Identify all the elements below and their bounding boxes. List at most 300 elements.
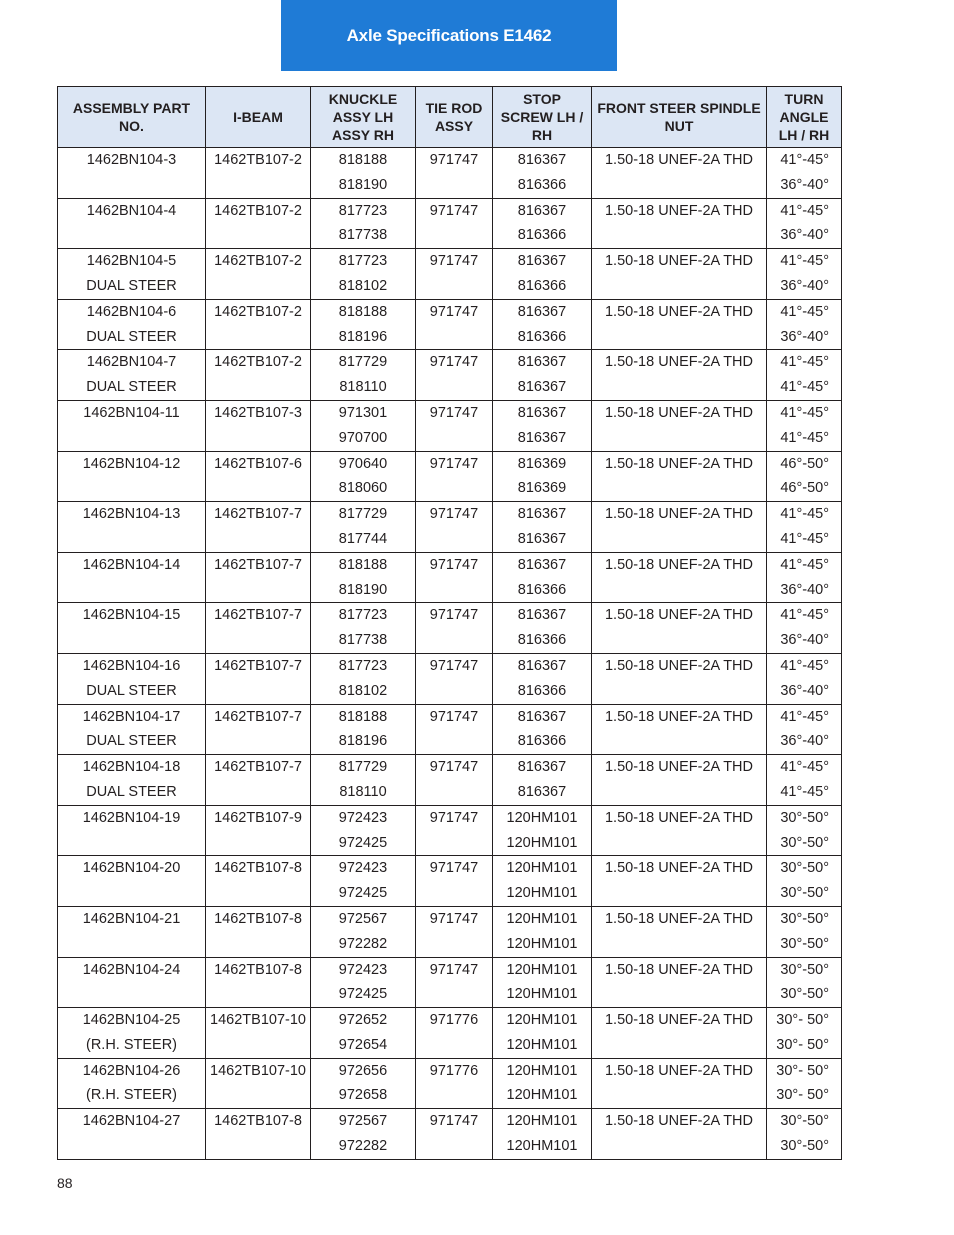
cell-line: 30°-50° — [780, 961, 829, 978]
cell-line: 818196 — [338, 733, 388, 750]
cell-knuckle-assy — [311, 856, 416, 907]
cell-line — [416, 527, 492, 552]
cell-line — [206, 831, 310, 856]
cell-i-beam — [206, 249, 311, 300]
cell-line: 30°-50° — [780, 1113, 829, 1130]
cell-line: 1462BN104-14 — [82, 556, 181, 573]
cell-line — [416, 679, 492, 704]
cell-i-beam — [206, 805, 311, 856]
cell-line: 971747 — [429, 860, 479, 877]
cell-line: 817723 — [338, 202, 388, 219]
cell-line: 1462BN104-19 — [82, 809, 181, 826]
cell-line: 818060 — [338, 480, 388, 497]
cell-line — [206, 476, 310, 501]
cell-line: 971747 — [429, 455, 479, 472]
cell-line — [206, 578, 310, 603]
cell-line: 971747 — [429, 253, 479, 270]
cell-line: 816366 — [517, 632, 567, 649]
table-row — [58, 957, 842, 1008]
cell-line: 41°-45° — [780, 202, 829, 219]
cell-line: 41°-45° — [780, 303, 829, 320]
cell-spindle-nut — [592, 906, 767, 957]
cell-line: 1462TB107-7 — [214, 556, 302, 573]
cell-line: 1462BN104-7 — [86, 354, 177, 371]
page-number: 88 — [57, 1175, 73, 1191]
cell-tie-rod-assy — [416, 856, 493, 907]
cell-line: 120HM101 — [506, 834, 578, 851]
cell-tie-rod-assy — [416, 249, 493, 300]
cell-line — [416, 932, 492, 957]
cell-line: 120HM101 — [506, 961, 578, 978]
cell-line: 1462BN104-5 — [86, 253, 177, 270]
cell-line — [416, 780, 492, 805]
col-header-stop-screw: STOP SCREW LH / RH — [493, 87, 592, 148]
cell-spindle-nut — [592, 350, 767, 401]
cell-line: 816366 — [517, 328, 567, 345]
cell-line: 1.50-18 UNEF-2A THD — [604, 657, 753, 674]
cell-line — [206, 325, 310, 350]
cell-line: 41°-45° — [780, 429, 829, 446]
cell-line: 1462BN104-24 — [82, 961, 181, 978]
table-body — [58, 148, 842, 1160]
cell-line — [416, 375, 492, 400]
cell-stop-screw — [493, 299, 592, 350]
cell-line: 1.50-18 UNEF-2A THD — [604, 354, 753, 371]
cell-line: 972658 — [338, 1087, 388, 1104]
cell-line: 816367 — [517, 354, 567, 371]
cell-line: 1.50-18 UNEF-2A THD — [604, 1113, 753, 1130]
cell-line: 1.50-18 UNEF-2A THD — [604, 607, 753, 624]
cell-line — [592, 1033, 766, 1058]
cell-line: 30°-50° — [780, 910, 829, 927]
cell-line: 971747 — [429, 404, 479, 421]
cell-i-beam — [206, 148, 311, 199]
cell-line: 972423 — [338, 860, 388, 877]
cell-line: 1.50-18 UNEF-2A THD — [604, 961, 753, 978]
cell-line — [592, 628, 766, 653]
cell-line: 970640 — [338, 455, 388, 472]
cell-line — [58, 223, 205, 248]
cell-line: 818188 — [338, 708, 388, 725]
cell-spindle-nut — [592, 805, 767, 856]
cell-line: 971747 — [429, 809, 479, 826]
cell-line: 46°-50° — [780, 480, 829, 497]
cell-line: 1462TB107-2 — [214, 202, 302, 219]
cell-line: 1462TB107-10 — [210, 1012, 306, 1029]
cell-line: 972282 — [338, 935, 388, 952]
table-row — [58, 249, 842, 300]
cell-line — [206, 527, 310, 552]
table-row — [58, 1008, 842, 1059]
cell-line: 816367 — [517, 783, 567, 800]
cell-turn-angle — [767, 552, 842, 603]
cell-stop-screw — [493, 603, 592, 654]
cell-line: 30°-50° — [780, 1138, 829, 1155]
cell-line: 816367 — [517, 253, 567, 270]
cell-line — [592, 1083, 766, 1108]
cell-line: 818102 — [338, 277, 388, 294]
cell-line: 970700 — [338, 429, 388, 446]
cell-turn-angle — [767, 704, 842, 755]
cell-line: 36°-40° — [780, 581, 829, 598]
cell-line — [592, 578, 766, 603]
cell-assembly-part-no — [58, 805, 206, 856]
cell-i-beam — [206, 906, 311, 957]
cell-line: 1.50-18 UNEF-2A THD — [604, 202, 753, 219]
cell-line — [416, 173, 492, 198]
cell-line: 120HM101 — [506, 935, 578, 952]
cell-line: 1462TB107-8 — [214, 860, 302, 877]
cell-knuckle-assy — [311, 502, 416, 553]
cell-line — [592, 679, 766, 704]
cell-tie-rod-assy — [416, 502, 493, 553]
cell-stop-screw — [493, 1008, 592, 1059]
cell-line: 971747 — [429, 1113, 479, 1130]
cell-line: 971747 — [429, 303, 479, 320]
cell-line: 36°-40° — [780, 227, 829, 244]
cell-line: 1462TB107-2 — [214, 303, 302, 320]
cell-line: 1.50-18 UNEF-2A THD — [604, 708, 753, 725]
cell-line: 972425 — [338, 885, 388, 902]
cell-spindle-nut — [592, 148, 767, 199]
cell-line — [592, 932, 766, 957]
cell-line: 41°-45° — [780, 506, 829, 523]
cell-line — [416, 426, 492, 451]
cell-line: 972567 — [338, 1113, 388, 1130]
cell-line — [206, 223, 310, 248]
cell-line: 120HM101 — [506, 1062, 578, 1079]
cell-turn-angle — [767, 755, 842, 806]
cell-line: 816367 — [517, 303, 567, 320]
cell-line: 817744 — [338, 530, 388, 547]
cell-line — [416, 831, 492, 856]
cell-line: 1.50-18 UNEF-2A THD — [604, 1062, 753, 1079]
cell-line: 816367 — [517, 429, 567, 446]
cell-line: 1.50-18 UNEF-2A THD — [604, 303, 753, 320]
cell-line: 1462TB107-8 — [214, 910, 302, 927]
cell-line: 971747 — [429, 961, 479, 978]
cell-spindle-nut — [592, 249, 767, 300]
cell-line: 41°-45° — [780, 404, 829, 421]
cell-line: 972656 — [338, 1062, 388, 1079]
cell-line — [592, 831, 766, 856]
cell-line — [206, 1134, 310, 1159]
cell-line: 30°- 50° — [776, 1062, 829, 1079]
cell-line: 41°-45° — [780, 759, 829, 776]
table-row — [58, 1058, 842, 1109]
cell-line: 1462TB107-7 — [214, 759, 302, 776]
cell-line: 818102 — [338, 682, 388, 699]
cell-assembly-part-no — [58, 755, 206, 806]
cell-assembly-part-no — [58, 1109, 206, 1160]
cell-line: 1.50-18 UNEF-2A THD — [604, 910, 753, 927]
cell-line: 1462BN104-21 — [82, 910, 181, 927]
cell-tie-rod-assy — [416, 653, 493, 704]
cell-i-beam — [206, 856, 311, 907]
cell-line: 817723 — [338, 607, 388, 624]
cell-spindle-nut — [592, 299, 767, 350]
cell-turn-angle — [767, 148, 842, 199]
table-row — [58, 299, 842, 350]
cell-line: 818190 — [338, 176, 388, 193]
cell-spindle-nut — [592, 552, 767, 603]
cell-i-beam — [206, 451, 311, 502]
cell-turn-angle — [767, 603, 842, 654]
cell-line: 30°-50° — [780, 834, 829, 851]
cell-line: 816366 — [517, 277, 567, 294]
cell-knuckle-assy — [311, 451, 416, 502]
cell-line: 818110 — [339, 379, 387, 396]
cell-spindle-nut — [592, 502, 767, 553]
cell-line — [416, 274, 492, 299]
cell-line: 30°-50° — [780, 935, 829, 952]
cell-i-beam — [206, 198, 311, 249]
cell-line: 972652 — [338, 1012, 388, 1029]
cell-line: 120HM101 — [506, 986, 578, 1003]
cell-line: 30°-50° — [780, 986, 829, 1003]
cell-line — [58, 881, 205, 906]
cell-line: 818188 — [338, 556, 388, 573]
cell-i-beam — [206, 653, 311, 704]
table-row — [58, 856, 842, 907]
cell-knuckle-assy — [311, 755, 416, 806]
cell-line — [416, 729, 492, 754]
cell-spindle-nut — [592, 1008, 767, 1059]
cell-line: 41°-45° — [780, 379, 829, 396]
cell-line: 971747 — [429, 708, 479, 725]
cell-turn-angle — [767, 1008, 842, 1059]
cell-line — [592, 476, 766, 501]
cell-line: 120HM101 — [506, 809, 578, 826]
cell-line: 818188 — [338, 152, 388, 168]
cell-line: 971747 — [429, 506, 479, 523]
cell-turn-angle — [767, 299, 842, 350]
cell-line — [58, 932, 205, 957]
cell-line: 971301 — [338, 404, 388, 421]
cell-line: 1462BN104-26 — [82, 1062, 181, 1079]
cell-i-beam — [206, 603, 311, 654]
cell-line: 816367 — [517, 708, 567, 725]
cell-line: 817738 — [338, 632, 388, 649]
col-header-knuckle-assy: KNUCKLE ASSY LH ASSY RH — [311, 87, 416, 148]
cell-line: 41°-45° — [780, 530, 829, 547]
cell-line — [58, 476, 205, 501]
cell-turn-angle — [767, 350, 842, 401]
cell-line: 1.50-18 UNEF-2A THD — [604, 759, 753, 776]
cell-stop-screw — [493, 1109, 592, 1160]
cell-line: DUAL STEER — [86, 783, 177, 800]
cell-assembly-part-no — [58, 856, 206, 907]
cell-line — [206, 1083, 310, 1108]
cell-stop-screw — [493, 1058, 592, 1109]
cell-line: 1462TB107-10 — [210, 1062, 306, 1079]
cell-line: 816367 — [517, 379, 567, 396]
cell-line: 120HM101 — [506, 1036, 578, 1053]
cell-line — [416, 982, 492, 1007]
cell-line — [58, 426, 205, 451]
cell-line: 36°-40° — [780, 328, 829, 345]
cell-line: 972654 — [338, 1036, 388, 1053]
cell-i-beam — [206, 350, 311, 401]
cell-turn-angle — [767, 451, 842, 502]
cell-line — [592, 780, 766, 805]
cell-line — [592, 426, 766, 451]
cell-line: 41°-45° — [780, 152, 829, 168]
cell-line: 816367 — [517, 657, 567, 674]
cell-i-beam — [206, 1058, 311, 1109]
cell-i-beam — [206, 502, 311, 553]
cell-line — [592, 375, 766, 400]
cell-line — [416, 1033, 492, 1058]
cell-i-beam — [206, 957, 311, 1008]
cell-line: 972423 — [338, 809, 388, 826]
cell-line — [206, 729, 310, 754]
cell-line — [206, 982, 310, 1007]
cell-line: 816367 — [517, 556, 567, 573]
cell-line: 120HM101 — [506, 1012, 578, 1029]
col-header-assembly-part-no: ASSEMBLY PART NO. — [58, 87, 206, 148]
cell-line: 1462TB107-7 — [214, 506, 302, 523]
cell-stop-screw — [493, 148, 592, 199]
cell-line — [206, 375, 310, 400]
cell-stop-screw — [493, 400, 592, 451]
cell-tie-rod-assy — [416, 1008, 493, 1059]
cell-turn-angle — [767, 1109, 842, 1160]
cell-line: 1462TB107-3 — [214, 404, 302, 421]
cell-line: 971747 — [429, 607, 479, 624]
cell-tie-rod-assy — [416, 1058, 493, 1109]
cell-line: 1462TB107-7 — [214, 708, 302, 725]
cell-line: 817723 — [338, 657, 388, 674]
cell-line: 1.50-18 UNEF-2A THD — [604, 152, 753, 168]
title-banner — [281, 0, 617, 71]
table-row — [58, 805, 842, 856]
cell-line: 817729 — [338, 354, 388, 371]
cell-line: 972425 — [338, 986, 388, 1003]
cell-line: DUAL STEER — [86, 328, 177, 345]
cell-knuckle-assy — [311, 704, 416, 755]
cell-tie-rod-assy — [416, 350, 493, 401]
cell-i-beam — [206, 299, 311, 350]
cell-line: 1.50-18 UNEF-2A THD — [604, 404, 753, 421]
cell-line: 972567 — [338, 910, 388, 927]
cell-assembly-part-no — [58, 552, 206, 603]
cell-i-beam — [206, 552, 311, 603]
cell-line — [416, 881, 492, 906]
col-header-front-steer-spindle-nut: FRONT STEER SPINDLE NUT — [592, 87, 767, 148]
cell-spindle-nut — [592, 755, 767, 806]
table-row — [58, 350, 842, 401]
cell-knuckle-assy — [311, 299, 416, 350]
cell-line: 1462TB107-2 — [214, 253, 302, 270]
cell-turn-angle — [767, 249, 842, 300]
page-title: Axle Specifications E1462 — [346, 25, 552, 45]
cell-tie-rod-assy — [416, 451, 493, 502]
cell-stop-screw — [493, 957, 592, 1008]
cell-line: 816369 — [517, 480, 567, 497]
cell-turn-angle — [767, 856, 842, 907]
cell-knuckle-assy — [311, 653, 416, 704]
cell-line — [592, 1134, 766, 1159]
cell-knuckle-assy — [311, 1109, 416, 1160]
cell-assembly-part-no — [58, 148, 206, 199]
cell-spindle-nut — [592, 957, 767, 1008]
col-header-tie-rod-assy: TIE ROD ASSY — [416, 87, 493, 148]
cell-knuckle-assy — [311, 603, 416, 654]
cell-line: 816369 — [517, 455, 567, 472]
cell-line: 120HM101 — [506, 1113, 578, 1130]
cell-line: 816366 — [517, 581, 567, 598]
cell-line — [58, 173, 205, 198]
cell-knuckle-assy — [311, 350, 416, 401]
cell-assembly-part-no — [58, 603, 206, 654]
cell-line: 30°- 50° — [776, 1087, 829, 1104]
cell-stop-screw — [493, 653, 592, 704]
cell-line: 1.50-18 UNEF-2A THD — [604, 253, 753, 270]
cell-line: (R.H. STEER) — [85, 1087, 178, 1104]
table-row — [58, 451, 842, 502]
cell-line: 816366 — [517, 227, 567, 244]
cell-line: 1462TB107-2 — [214, 152, 302, 168]
cell-turn-angle — [767, 198, 842, 249]
cell-line: 818190 — [338, 581, 388, 598]
cell-line: 816367 — [517, 530, 567, 547]
cell-line: 1.50-18 UNEF-2A THD — [604, 556, 753, 573]
cell-line: 972425 — [338, 834, 388, 851]
cell-line — [592, 223, 766, 248]
cell-line: 1462BN104-20 — [82, 860, 181, 877]
cell-knuckle-assy — [311, 198, 416, 249]
cell-assembly-part-no — [58, 906, 206, 957]
cell-stop-screw — [493, 755, 592, 806]
cell-line: 817729 — [338, 506, 388, 523]
cell-line: 1462TB107-6 — [214, 455, 302, 472]
cell-tie-rod-assy — [416, 957, 493, 1008]
cell-knuckle-assy — [311, 1058, 416, 1109]
cell-assembly-part-no — [58, 400, 206, 451]
cell-turn-angle — [767, 502, 842, 553]
cell-spindle-nut — [592, 1109, 767, 1160]
cell-line: 816366 — [517, 733, 567, 750]
table-row — [58, 198, 842, 249]
cell-line: 818110 — [339, 783, 387, 800]
axle-spec-table — [57, 86, 842, 1160]
cell-spindle-nut — [592, 198, 767, 249]
cell-line: 816366 — [517, 176, 567, 193]
cell-knuckle-assy — [311, 400, 416, 451]
cell-line: 41°-45° — [780, 354, 829, 371]
cell-line: 1462TB107-8 — [214, 961, 302, 978]
cell-line: DUAL STEER — [86, 733, 177, 750]
table-row — [58, 400, 842, 451]
table-header-row — [58, 87, 842, 148]
cell-line: 1462TB107-2 — [214, 354, 302, 371]
cell-line — [206, 881, 310, 906]
cell-line: 972423 — [338, 961, 388, 978]
cell-assembly-part-no — [58, 299, 206, 350]
cell-line: (R.H. STEER) — [85, 1036, 178, 1053]
cell-line: 30°- 50° — [776, 1012, 829, 1029]
cell-line: 36°-40° — [780, 733, 829, 750]
cell-line: 1.50-18 UNEF-2A THD — [604, 506, 753, 523]
cell-line: 1462BN104-11 — [83, 404, 180, 421]
cell-assembly-part-no — [58, 502, 206, 553]
cell-line: 30°-50° — [780, 885, 829, 902]
cell-stop-screw — [493, 906, 592, 957]
table-row — [58, 755, 842, 806]
cell-line: 1462BN104-25 — [82, 1012, 181, 1029]
cell-line: 816367 — [517, 607, 567, 624]
